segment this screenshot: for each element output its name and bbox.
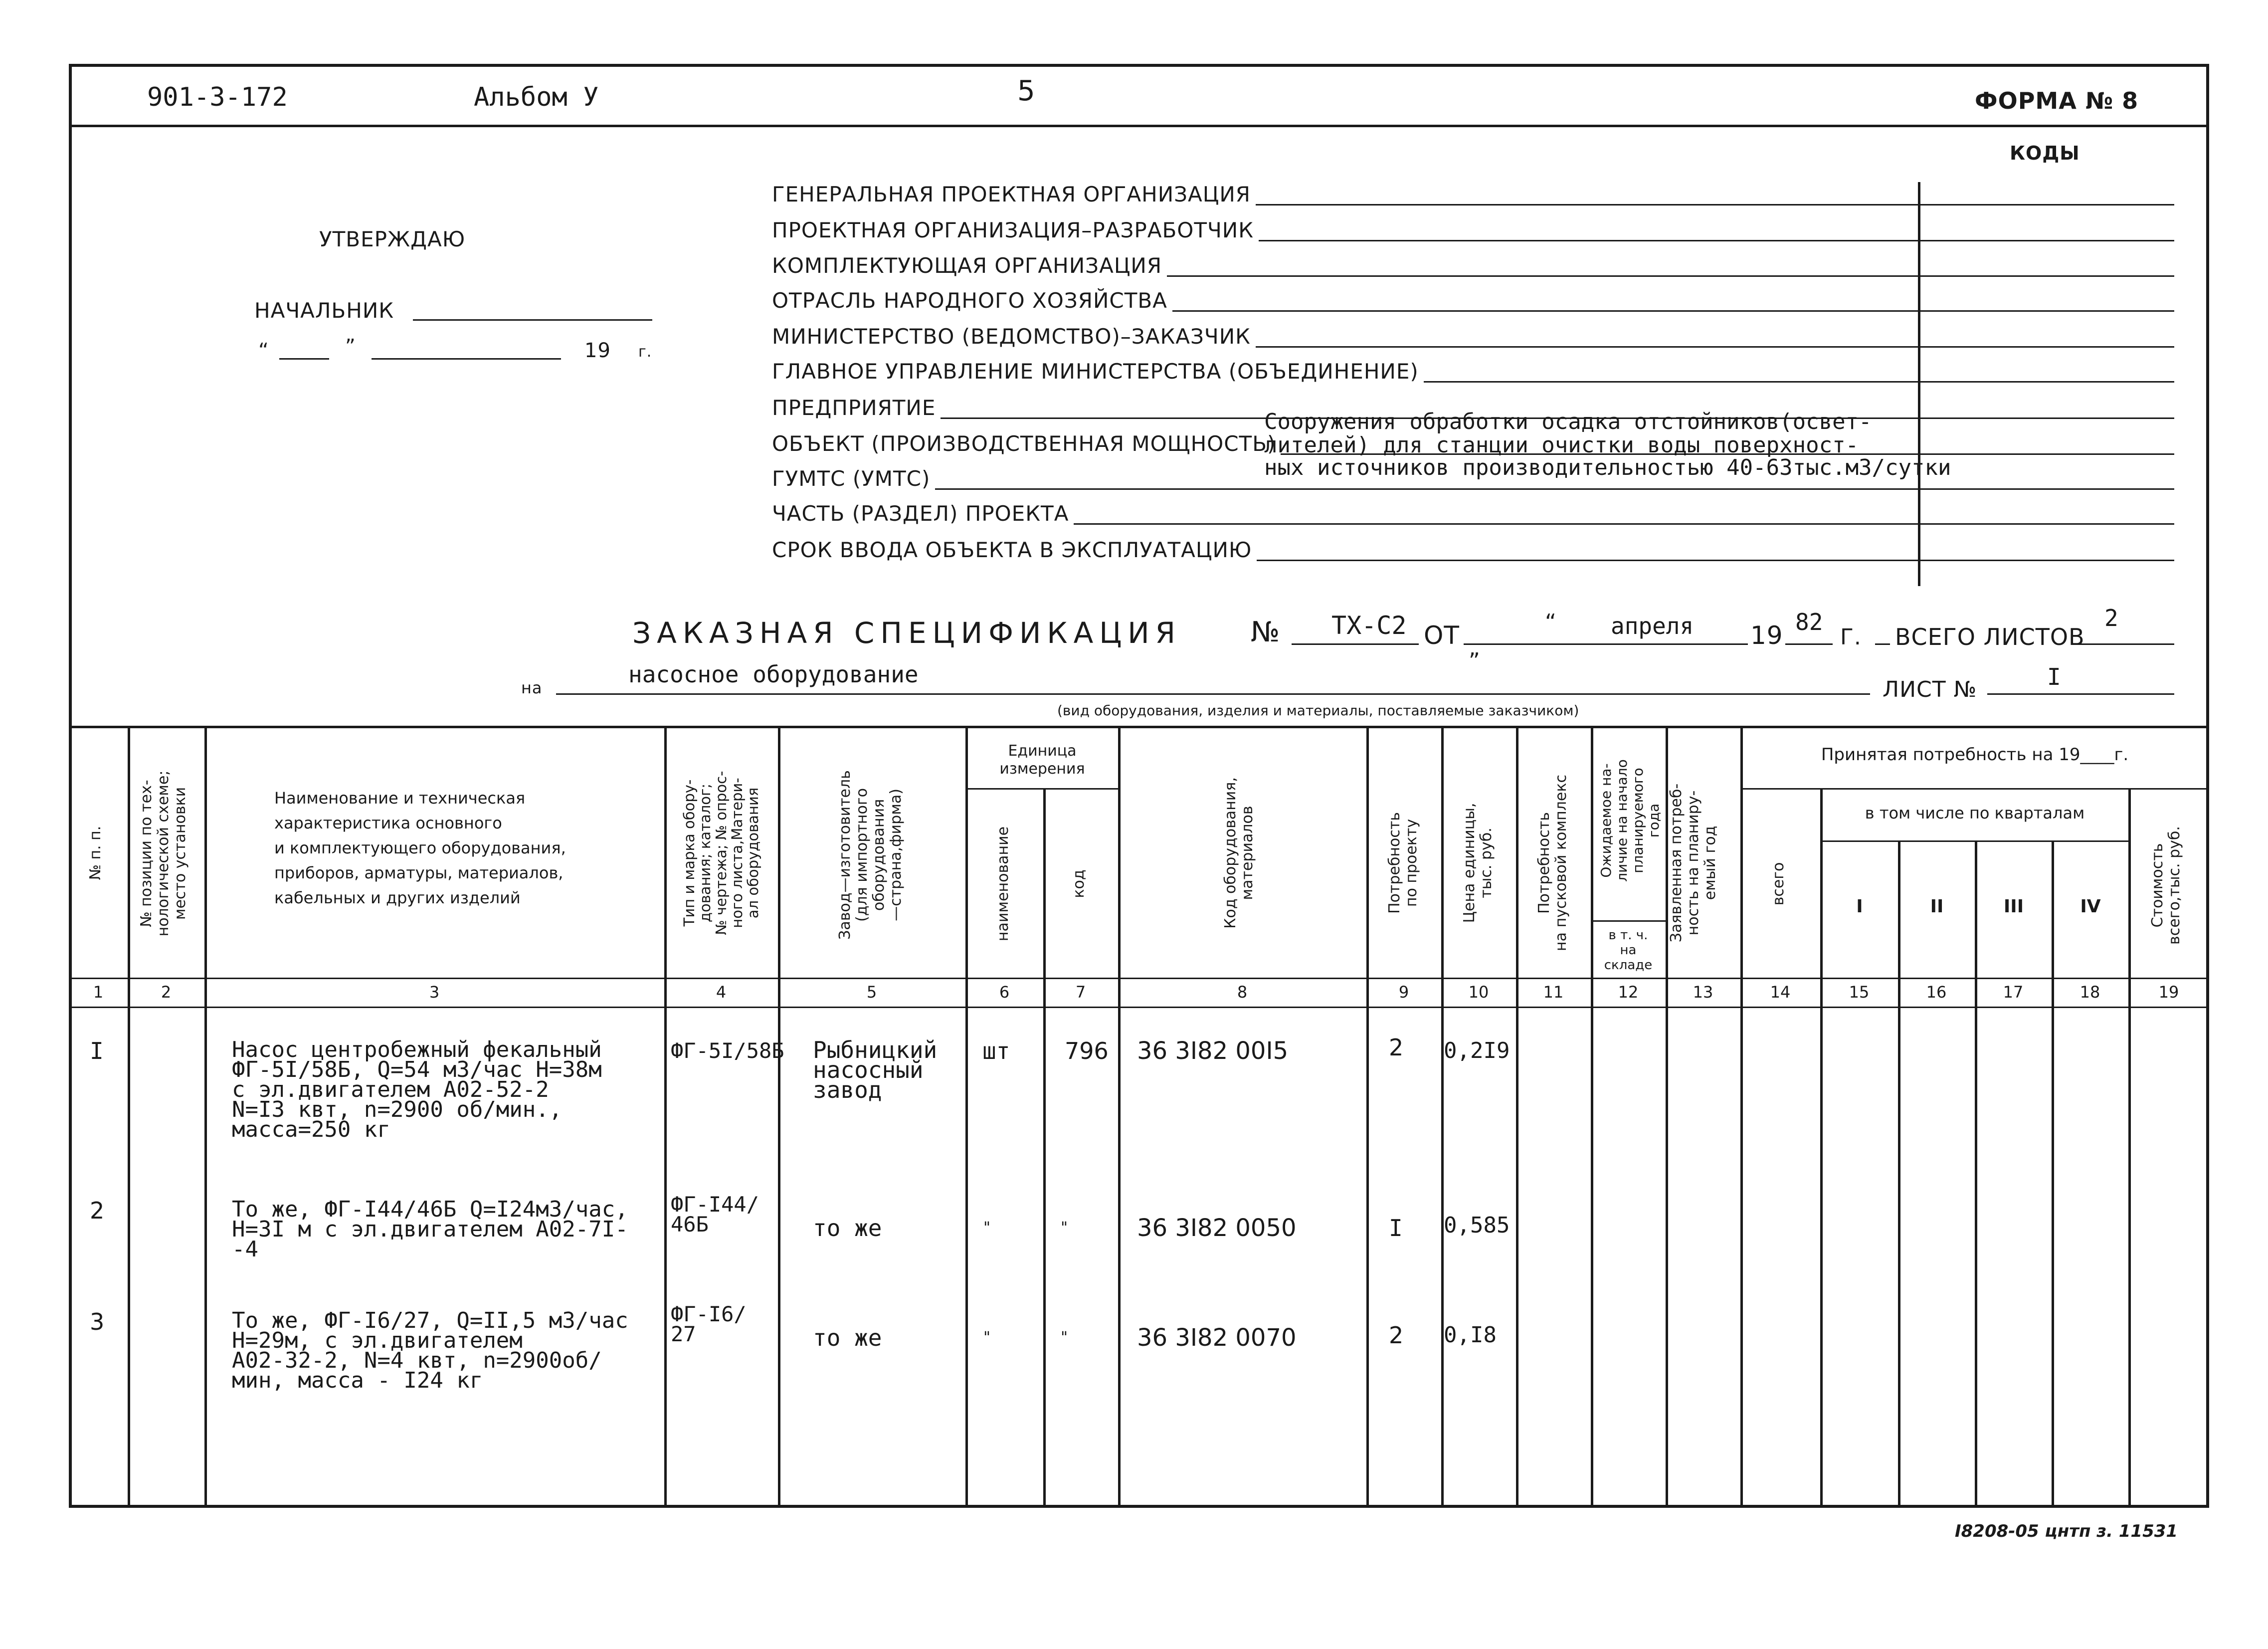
- org-field-label: ГЛАВНОЕ УПРАВЛЕНИЕ МИНИСТЕРСТВА (ОБЪЕДИНЕНИЕ): [772, 359, 1419, 384]
- column-number: 5: [866, 983, 877, 1002]
- spec-month: апреля: [1611, 613, 1694, 639]
- sheet-no-line: [1987, 693, 2174, 695]
- col11-header: Потребность на пусковой комплекс: [1535, 775, 1570, 951]
- column-number: 13: [1693, 983, 1713, 1002]
- col8-header: Код оборудования, материалов: [1222, 777, 1256, 929]
- row3-unit-code: ": [1060, 1329, 1069, 1346]
- row3-n: 3: [90, 1308, 105, 1335]
- column-number: 10: [1468, 983, 1489, 1002]
- row1-qty: 2: [1389, 1034, 1404, 1061]
- column-number: 3: [429, 983, 440, 1002]
- table-header-bottom: [69, 978, 2209, 979]
- spec-year-suffix: Г.: [1840, 624, 1862, 650]
- col5-header: Завод—изготовитель (для импортного оборудования —страна,фирма): [836, 770, 905, 940]
- row3-maker: то же: [813, 1324, 882, 1351]
- row2-code: 36 3I82 0050: [1137, 1214, 1297, 1242]
- col-line-6: [1043, 788, 1046, 1506]
- total-sheets-label: ВСЕГО ЛИСТОВ: [1895, 623, 2085, 650]
- quarters-line: [1820, 840, 2128, 842]
- col6-header: наименование: [994, 826, 1012, 942]
- col14-header: всего: [1770, 862, 1787, 906]
- col-line-13: [1740, 726, 1743, 1506]
- table-colnum-bottom: [69, 1007, 2209, 1008]
- row3-type: ФГ-I6/ 27: [671, 1302, 747, 1346]
- row1-n: I: [90, 1037, 104, 1064]
- col-line-18: [2128, 788, 2131, 1506]
- column-number: 16: [1926, 983, 1947, 1002]
- col19-header: Стоимость всего,тыс. руб.: [2149, 826, 2183, 945]
- footer-stamp: I8208-05 цнтп з. 11531: [1955, 1521, 2178, 1541]
- date-day-line: [279, 358, 329, 360]
- org-field-line: [1257, 560, 2174, 561]
- sheet-no-label: ЛИСТ №: [1883, 677, 1977, 702]
- doc-code: 901-3-172: [147, 82, 288, 112]
- total-sheets-value: 2: [2104, 605, 2118, 631]
- col-line-16: [1975, 840, 1977, 1506]
- org-field-label: ПРЕДПРИЯТИЕ: [772, 396, 936, 420]
- spec-year-prefix: 19: [1750, 621, 1783, 650]
- unit-group-line: [965, 788, 1118, 790]
- date-month-line: [372, 358, 561, 360]
- col-line-11: [1591, 726, 1593, 1506]
- page-number: 5: [1017, 75, 1035, 107]
- col9-header: Потребность по проекту: [1386, 812, 1420, 914]
- spec-title: ЗАКАЗНАЯ СПЕЦИФИКАЦИЯ: [632, 616, 1181, 650]
- column-number: 9: [1398, 983, 1409, 1002]
- org-field-line: [1074, 523, 2174, 525]
- col-line-14: [1820, 788, 1823, 1506]
- spec-no-line: [1292, 643, 1419, 645]
- spec-no-label: №: [1251, 616, 1281, 648]
- column-number: 15: [1849, 983, 1870, 1002]
- row2-qty: I: [1389, 1215, 1403, 1241]
- org-field-line: [1256, 346, 2174, 348]
- column-number: 6: [999, 983, 1010, 1002]
- object-text-line-1: Сооружения обработки осадка отстойников(освет-: [1264, 409, 1872, 434]
- table-top-line: [69, 726, 2209, 728]
- spec-quote-close: ”: [1469, 648, 1480, 674]
- col12b-header: в т. ч. на складе: [1604, 928, 1653, 973]
- column-number: 4: [716, 983, 727, 1002]
- codes-label: КОДЫ: [2010, 142, 2080, 164]
- row3-name: То же, ФГ-I6/27, Q=II,5 м3/час Н=29м, с эл.двигателем А02-32-2, N=4 квт, n=2900об/ мин, масса - I24 кг: [232, 1308, 628, 1393]
- row2-unit-code: ": [1060, 1219, 1069, 1237]
- spec-na-line: [556, 693, 1870, 695]
- accepted-header: Принятая потребность на 19____г.: [1821, 745, 2129, 765]
- org-field-line: [1172, 310, 2174, 312]
- col3-header: Наименование и техническая характеристика основного и комплектующего оборудования, приборов, арматуры, материалов, кабельных и других изделий: [274, 789, 566, 907]
- col-line-9: [1441, 726, 1444, 1506]
- row2-name: То же, ФГ-I44/46Б Q=I24м3/час, Н=3I м с эл.двигателем А02-7I- -4: [232, 1197, 628, 1262]
- org-field-label: ГЕНЕРАЛЬНАЯ ПРОЕКТНАЯ ОРГАНИЗАЦИЯ: [772, 182, 1251, 206]
- chief-label: НАЧАЛЬНИК: [254, 298, 394, 323]
- row3-price: 0,I8: [1444, 1322, 1497, 1348]
- column-number: 1: [93, 983, 104, 1002]
- row2-price: 0,585: [1444, 1213, 1510, 1238]
- org-field-label: ЧАСТЬ (РАЗДЕЛ) ПРОЕКТА: [772, 501, 1069, 526]
- column-number: 19: [2158, 983, 2179, 1002]
- col4-header: Тип и марка обору- дования; каталог; № чертежа; № опрос- ного листа,Матери- ал оборудования: [681, 771, 761, 935]
- form-number: ФОРМА № 8: [1975, 87, 2139, 114]
- col2-header: № позиции по тех- нологической схеме; место установки: [138, 770, 189, 937]
- col12-header: Ожидаемое на- личие на начало планируемого года: [1598, 759, 1662, 882]
- row1-price: 0,2I9: [1444, 1038, 1510, 1063]
- date-quote-open: “: [258, 339, 269, 362]
- spec-year-value: 82: [1795, 609, 1823, 635]
- col-line-17: [2052, 840, 2054, 1506]
- q1-header: I: [1856, 896, 1863, 917]
- org-field-line: [1256, 204, 2174, 206]
- q2-header: II: [1930, 896, 1944, 917]
- col10-header: Цена единицы, тыс. руб.: [1461, 803, 1495, 923]
- org-field-label: ОТРАСЛЬ НАРОДНОГО ХОЗЯЙСТВА: [772, 288, 1167, 313]
- approve-title: УТВЕРЖДАЮ: [319, 227, 466, 251]
- q3-header: III: [2003, 896, 2024, 917]
- spec-no-value: ТХ-С2: [1331, 611, 1407, 640]
- org-field-line: [935, 488, 2174, 490]
- org-field-line: [1259, 240, 2174, 241]
- org-field-label: КОМПЛЕКТУЮЩАЯ ОРГАНИЗАЦИЯ: [772, 253, 1162, 278]
- col1-header: № п. п.: [87, 825, 104, 880]
- org-field-line: [1424, 381, 2174, 383]
- column-number: 11: [1543, 983, 1564, 1002]
- column-number: 12: [1618, 983, 1639, 1002]
- column-number: 18: [2079, 983, 2100, 1002]
- col13-header: Заявленная потреб- ность на планиру- емый год: [1668, 783, 1719, 943]
- col-line-5: [965, 726, 968, 1506]
- chief-signature-line: [413, 319, 652, 321]
- column-number: 17: [2003, 983, 2024, 1002]
- row1-maker: Рыбницкий насосный завод: [813, 1036, 938, 1103]
- spec-note: (вид оборудования, изделия и материалы, поставляемые заказчиком): [1057, 702, 1579, 719]
- date-year: 19: [584, 339, 611, 362]
- row2-type: ФГ-I44/ 46Б: [671, 1192, 759, 1237]
- row1-type: ФГ-5I/58Б: [671, 1038, 784, 1063]
- object-text-line-3: ных источников производительностью 40-63тыс.м3/сутки: [1264, 455, 1951, 480]
- org-field-label: ОБЪЕКТ (ПРОИЗВОДСТВЕННАЯ МОЩНОСТЬ): [772, 431, 1276, 456]
- header-divider: [69, 125, 2209, 127]
- row3-unit: ": [982, 1329, 992, 1346]
- spec-from-line: [1464, 643, 1748, 645]
- column-number: 7: [1075, 983, 1086, 1002]
- org-field-label: СРОК ВВОДА ОБЪЕКТА В ЭКСПЛУАТАЦИЮ: [772, 538, 1252, 562]
- col-line-2: [204, 726, 207, 1506]
- date-quote-close: ”: [345, 335, 356, 358]
- col-line-8: [1366, 726, 1369, 1506]
- accepted-line: [1740, 788, 2209, 790]
- col7-header: код: [1070, 869, 1088, 898]
- row1-unit: шт: [982, 1037, 1010, 1064]
- album-label: Альбом У: [474, 82, 599, 112]
- spec-from-label: ОТ: [1424, 621, 1460, 650]
- org-field-label: МИНИСТЕРСТВО (ВЕДОМСТВО)–ЗАКАЗЧИК: [772, 324, 1251, 349]
- row1-unit-code: 796: [1065, 1037, 1109, 1064]
- row3-code: 36 3I82 0070: [1137, 1324, 1297, 1352]
- row1-name: Насос центробежный фекальный ФГ-5I/58Б, Q=54 м3/час Н=38м с эл.двигателем А02-52-2 N=I3 квт, n=2900 об/мин., масса=250 кг: [232, 1037, 602, 1142]
- quarters-header: в том числе по кварталам: [1865, 804, 2085, 823]
- row2-unit: ": [982, 1219, 992, 1237]
- org-field-label: ГУМТС (УМТС): [772, 466, 931, 491]
- org-field-label: ПРОЕКТНАЯ ОРГАНИЗАЦИЯ–РАЗРАБОТЧИК: [772, 218, 1254, 242]
- row3-qty: 2: [1389, 1322, 1404, 1349]
- date-year-suffix: г.: [638, 343, 652, 361]
- codes-divider: [1918, 182, 1920, 586]
- q4-header: IV: [2080, 896, 2101, 917]
- spec-dash: [1875, 643, 1890, 645]
- row2-n: 2: [90, 1197, 105, 1224]
- col-line-7: [1118, 726, 1121, 1506]
- sheet-no-value: I: [2047, 663, 2061, 690]
- spec-quote-open: “: [1545, 610, 1556, 635]
- spec-year-line: [1785, 643, 1833, 645]
- stock-line: [1591, 920, 1666, 922]
- row1-code: 36 3I82 00I5: [1137, 1037, 1289, 1065]
- total-sheets-line: [2077, 643, 2174, 645]
- col-line-1: [128, 726, 130, 1506]
- col-line-10: [1516, 726, 1518, 1506]
- org-field-line: [1167, 275, 2174, 277]
- column-number: 8: [1237, 983, 1248, 1002]
- column-number: 2: [161, 983, 172, 1002]
- col-line-4: [778, 726, 780, 1506]
- col-line-15: [1898, 840, 1900, 1506]
- row2-maker: то же: [813, 1215, 882, 1241]
- column-number: 14: [1770, 983, 1791, 1002]
- spec-na-value: насосное оборудование: [628, 661, 919, 688]
- spec-na-label: на: [521, 678, 543, 697]
- unit-group-header: Единица измерения: [999, 742, 1085, 778]
- object-text-line-2: лителей) для станции очистки воды поверхност-: [1264, 432, 1859, 458]
